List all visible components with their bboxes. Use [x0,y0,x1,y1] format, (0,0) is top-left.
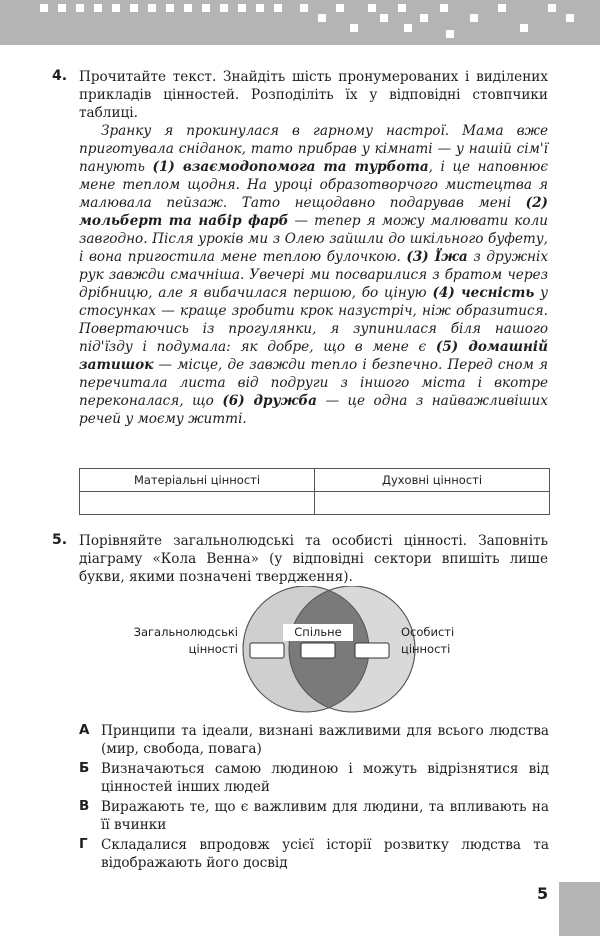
story-highlight: (4) чесність [432,285,535,301]
table-header-spiritual: Духовні цінності [315,469,550,492]
story-highlight: (3) Їжа [406,249,468,265]
venn-left-answer-box[interactable] [250,643,284,658]
task-4-story [79,122,548,428]
task-4 [52,68,548,428]
option-letter: В [79,798,90,814]
spiritual-values-cell[interactable] [315,492,550,515]
statement-option [79,722,549,758]
option-text: Виражають те, що є важливим для людини, та впливають на її вчинки [101,799,549,833]
story-highlight: (1) взаємодопомога та турбота [152,159,429,175]
material-values-cell[interactable] [80,492,315,515]
story-highlight: (6) дружба [222,393,317,409]
venn-center-answer-box[interactable] [301,643,335,658]
story-text: з дружніх рук завжди смачніша. Увечері ми посварилися з братом через дрібницю, але я вибачилася першою, бо ціную [79,249,548,301]
page-tab [559,882,600,936]
option-letter: Б [79,760,90,776]
venn-center-label: Спільне [283,624,353,641]
values-table [79,468,550,515]
task-5 [52,532,548,586]
venn-diagram [0,586,600,714]
statement-option [79,760,549,796]
table-row [80,492,550,515]
page-number: 5 [537,884,549,903]
story-text: — це одна з найважливіших речей у моєму житті. [79,393,548,427]
option-letter: А [79,722,90,738]
story-highlight: (5) домашній затишок [79,339,548,373]
story-highlight: (2) мольберт та набір фарб [79,195,548,229]
table-header-material: Матеріальні цінності [80,469,315,492]
venn-left-label: Загальнолюдські цінності [133,625,238,656]
statement-option [79,836,549,872]
story-text: — місце, де завжди тепло і безпечно. Перед сном я перечитала листа від подруги з іншого міста і вкотре переконалася, що [79,357,548,409]
story-text: , і це наповнює мене теплом щодня. На уроці образотворчого мистецтва я малювала пейзаж. Тато нещодавно подарував мені [79,159,549,211]
statement-option [79,798,549,834]
option-text: Принципи та ідеали, визнані важливими для всього людства (мир, свобода, повага) [101,723,549,757]
option-letter: Г [79,836,88,852]
task-5-number: 5. [52,532,68,548]
task-4-instruction: Прочитайте текст. Знайдіть шість пронумерованих і виділених прикладів цінностей. Розподіліть їх у відповідні стовпчики таблиці. [79,69,548,121]
table-header-row [80,469,550,492]
task-4-number: 4. [52,68,68,84]
story-text: Зранку я прокинулася в гарному настрої. Мама вже приготувала сніданок, тато прибрав у кімнаті — у нашій сім'ї панують [79,123,548,175]
header-band [0,0,600,45]
task-5-instruction: Порівняйте загальнолюдські та особисті цінності. Заповніть діаграму «Кола Венна» (у відповідні сектори впишіть лише букви, якими позначені твердження). [79,533,548,585]
venn-right-label: Особисті цінності [401,625,455,656]
story-text: у стосунках — краще зробити крок назустріч, ніж образитися. Повертаючись із прогулянки, я зупинилася біля нашого під'їзду і подумала: як добре, що в мене є [79,285,548,355]
option-text: Визначаються самою людиною і можуть відрізнятися від цінностей інших людей [101,761,549,795]
story-text: — тепер я можу малювати коли завгодно. Після уроків ми з Олею зайшли до шкільного буфету, і вона пригостила мене теплою булочкою. [79,213,548,265]
option-text: Складалися впродовж усієї історії розвитку людства та відображають його досвід [101,837,549,871]
venn-right-answer-box[interactable] [355,643,389,658]
